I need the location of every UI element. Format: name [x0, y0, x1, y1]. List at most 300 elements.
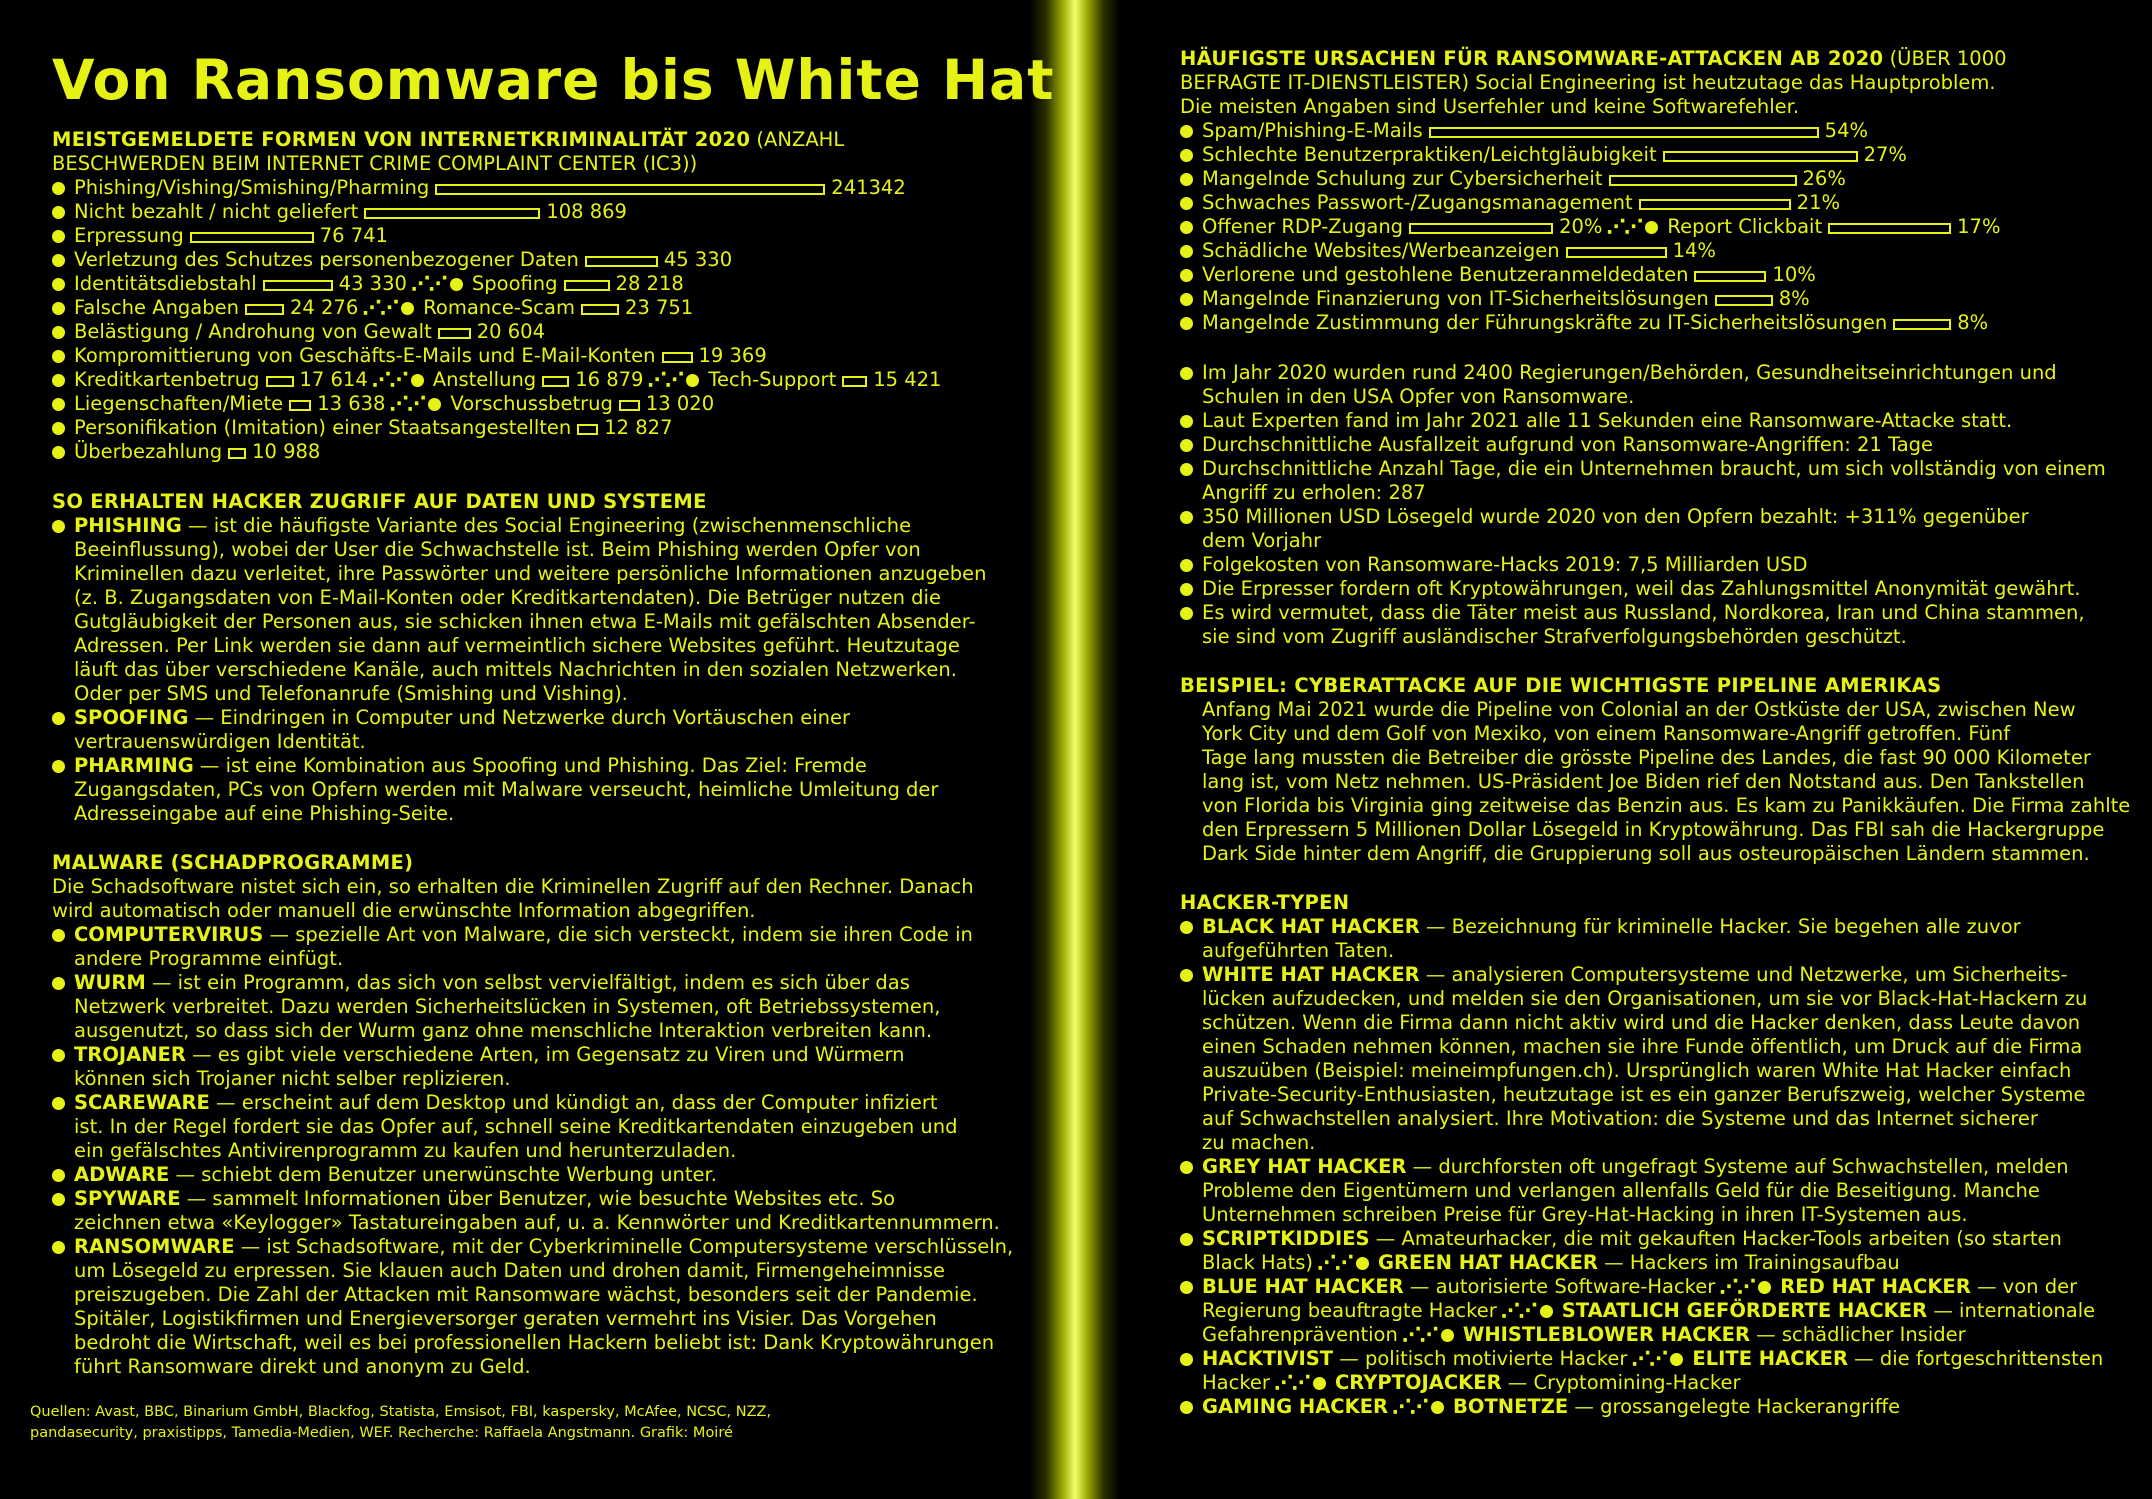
malware-list [52, 875, 1014, 1379]
hacker-type-text: — Bezeichnung für kriminelle Hacker. Sie begehen alle zuvor [1419, 915, 2021, 938]
line-text: — sammelt Informationen über Benutzer, wie besuchte Websites etc. So [180, 1187, 896, 1210]
stat-label: Überbezahlung [74, 440, 223, 463]
hacker-type-text: — die fortgeschrittensten [1847, 1347, 2104, 1370]
stat-value: 241342 [831, 176, 906, 199]
stat-label: Kreditkartenbetrug [74, 368, 260, 391]
stat-label: Spoofing [471, 272, 558, 295]
stat-value: 21% [1796, 191, 1841, 214]
stat-bar [1566, 247, 1667, 258]
separator-dots-icon: ⋰⋰ [1606, 215, 1642, 238]
hacker-type-line [1180, 1131, 2110, 1155]
text-line [1180, 601, 2110, 625]
stat-value: 13 638 [317, 392, 386, 415]
hacker-type-line [1180, 1347, 2110, 1371]
line-text: Adressen. Per Link werden sie dann auf vermeintlich sichere Websites geführt. Heutzutage [74, 634, 960, 657]
stat-value: 23 751 [624, 296, 694, 319]
stat-value: 76 741 [319, 224, 388, 247]
stat-value: 15 421 [873, 368, 942, 391]
stat-bar [438, 328, 471, 339]
separator-dots-icon: ⋰⋰ [1392, 1395, 1428, 1418]
stat-value: 13 020 [645, 392, 715, 415]
causes-heading-line-3: Die meisten Angaben sind Userfehler und keine Softwarefehler. [1180, 95, 1800, 118]
stat-bar [1715, 295, 1773, 306]
stat-label: Schädliche Websites/Werbeanzeigen [1202, 239, 1560, 262]
stat-row [1180, 119, 2110, 143]
text-line [1180, 385, 2110, 409]
line-text: von Florida bis Virginia ging zeitweise das Benzin aus. Es kam zu Panikkäufen. Die Firma zahlte [1202, 794, 2131, 817]
hacker-type-text: schützen. Wenn die Firma dann nicht aktiv wird und die Hacker denken, dass Leute davon [1202, 1011, 2081, 1034]
hacker-type-line [1180, 1395, 2110, 1419]
text-line [52, 1307, 972, 1331]
hacker-type-text: — autorisierte Software-Hacker [1403, 1275, 1716, 1298]
keyword: PHARMING [74, 754, 194, 777]
hacker-type-text: aufgeführten Taten. [1202, 939, 1395, 962]
stat-label: Falsche Angaben [74, 296, 239, 319]
hacker-type-text: auf Schwachstellen analysiert. Ihre Motivation: die Systeme und das Internet sicherer [1202, 1107, 2038, 1130]
causes-heading: HÄUFIGSTE URSACHEN FÜR RANSOMWARE-ATTACKEN AB 2020 (ÜBER 1000 [1180, 47, 2007, 70]
stat-label: Anstellung [432, 368, 537, 391]
bullet-icon [1180, 367, 1193, 380]
line-text: bedroht die Wirtschaft, weil es bei professionellen Hackern beliebt ist: Dank Kryptowährungen [74, 1331, 995, 1354]
bullet-icon [1180, 559, 1193, 572]
hacker-type-line [1180, 1155, 2110, 1179]
hacker-type-name: RED HAT HACKER [1780, 1275, 1971, 1298]
text-line [52, 1019, 972, 1043]
hacker-type-text: — analysieren Computersysteme und Netzwerke, um Sicherheits- [1419, 963, 2068, 986]
hacker-type-name: CRYPTOJACKER [1334, 1371, 1502, 1394]
separator-dots-icon: ⋰⋰ [1316, 1251, 1352, 1274]
line-text: preiszugeben. Die Zahl der Attacken mit Ransomware wächst, besonders seit der Pandemie. [74, 1283, 978, 1306]
text-line [52, 706, 972, 730]
bullet-icon [1356, 1257, 1369, 1270]
line-text: — Eindringen in Computer und Netzwerke durch Vortäuschen einer [188, 706, 851, 729]
stat-label: Verletzung des Schutzes personenbezogener Daten [74, 248, 579, 271]
line-text: den Erpressern 5 Millionen Dollar Lösegeld in Kryptowährung. Das FBI sah die Hackergruppe [1202, 818, 2105, 841]
line-text: Dark Side hinter dem Angriff, die Gruppierung soll aus osteuropäischen Ländern stammen. [1202, 842, 2090, 865]
line-text: ausgenutzt, so dass sich der Wurm ganz ohne menschliche Interaktion verbreiten kann. [74, 1019, 933, 1042]
line-text: 350 Millionen USD Lösegeld wurde 2020 von den Opfern bezahlt: +311% gegenüber [1202, 505, 2029, 528]
line-text: Laut Experten fand im Jahr 2021 alle 11 Sekunden eine Ransomware-Attacke statt. [1202, 409, 2013, 432]
stat-bar [1694, 271, 1766, 282]
stat-label: Schwaches Passwort-/Zugangsmanagement [1202, 191, 1633, 214]
separator-dots-icon: ⋰⋰ [647, 368, 683, 391]
line-text: Spitäler, Logistikfirmen und Energieversorger geraten vermehrt ins Visier. Das Vorgehen [74, 1307, 937, 1330]
bullet-icon [52, 1049, 65, 1062]
stat-row [52, 296, 972, 320]
text-line [52, 1331, 995, 1355]
bullet-icon [428, 398, 441, 411]
bullet-icon [1645, 221, 1658, 234]
bullet-icon [1180, 269, 1193, 282]
hacker-type-line [1180, 1035, 2110, 1059]
stat-bar [619, 400, 640, 411]
malware-section [52, 851, 1014, 1379]
line-text: — spezielle Art von Malware, die sich versteckt, indem sie ihren Code in [263, 923, 973, 946]
line-text: wird automatisch oder manuell die erwünschte Information abgegriffen. [52, 899, 756, 922]
stat-value: 10% [1772, 263, 1816, 286]
sources-line-1: Quellen: Avast, BBC, Binarium GmbH, Blackfog, Statista, Emsisot, FBI, kaspersky, McAfee, NCSC, NZZ, [30, 1404, 772, 1420]
hacker-type-name: BLACK HAT HACKER [1202, 915, 1420, 938]
bullet-icon [52, 254, 65, 267]
bullet-icon [1180, 197, 1193, 210]
bullet-icon [52, 230, 65, 243]
keyword: SCAREWARE [74, 1091, 210, 1114]
bullet-icon [52, 350, 65, 363]
line-text: York City und dem Golf von Mexiko, von einem Ransomware-Angriff getroffen. Fünf [1202, 722, 2011, 745]
hacker-type-name: WHISTLEBLOWER HACKER [1462, 1323, 1750, 1346]
separator-dots-icon: ⋰⋰ [1631, 1347, 1667, 1370]
bullet-icon [52, 446, 65, 459]
hacker-type-line [1180, 915, 2110, 939]
hacker-type-text: Hacker [1202, 1371, 1270, 1394]
stat-value: 19 369 [698, 344, 767, 367]
text-line [52, 610, 976, 634]
stat-label: Mangelnde Finanzierung von IT-Sicherheitslösungen [1202, 287, 1709, 310]
bullet-icon [1180, 1233, 1193, 1246]
stat-value: 8% [1778, 287, 1810, 310]
stat-row [52, 200, 972, 224]
stat-bar [585, 256, 658, 267]
line-text: — ist die häufigste Variante des Social Engineering (zwischenmenschliche [181, 514, 912, 537]
text-line [52, 1091, 972, 1115]
text-line [1180, 722, 2110, 746]
separator-dots-icon: ⋰⋰ [389, 392, 425, 415]
bullet-icon [1540, 1305, 1553, 1318]
text-line [52, 971, 972, 995]
stat-label: Liegenschaften/Miete [74, 392, 284, 415]
line-text: — ist Schadsoftware, mit der Cyberkriminelle Computersysteme verschlüsseln, [234, 1235, 1014, 1258]
stat-bar [263, 280, 333, 291]
stat-value: 17% [1957, 215, 2001, 238]
bullet-icon [52, 206, 65, 219]
text-line [52, 514, 972, 538]
stat-bar [577, 424, 598, 435]
bullet-icon [1180, 921, 1193, 934]
stat-bar [364, 208, 540, 219]
line-text: — ist ein Programm, das sich von selbst vervielfältigt, indem es sich über das [145, 971, 910, 994]
text-line [52, 634, 972, 658]
pipeline-heading: BEISPIEL: CYBERATTACKE AUF DIE WICHTIGSTE PIPELINE AMERIKAS [1180, 674, 1942, 697]
cybercrime-section [52, 128, 972, 464]
stat-row [1180, 287, 2110, 311]
stat-row [1180, 191, 2110, 215]
stat-value: 28 218 [615, 272, 684, 295]
line-text: Gutgläubigkeit der Personen aus, sie schicken ihnen etwa E-Mails mit gefälschten Absender- [74, 610, 976, 633]
text-line [1180, 433, 2110, 457]
text-line [1180, 505, 2110, 529]
hacker-type-name: ELITE HACKER [1692, 1347, 1848, 1370]
stat-row [1180, 143, 2110, 167]
hacker-type-text: — von der [1970, 1275, 2078, 1298]
text-line [1180, 818, 2110, 842]
bullet-icon [52, 182, 65, 195]
bullet-icon [1180, 293, 1193, 306]
stat-bar [581, 304, 619, 315]
text-line [52, 562, 987, 586]
line-text: andere Programme einfügt. [74, 947, 344, 970]
bullet-icon [52, 929, 65, 942]
facts-list [1180, 361, 2110, 649]
causes-heading-line-2: BEFRAGTE IT-DIENSTLEISTER) Social Engineering ist heutzutage das Hauptproblem. [1180, 71, 1996, 94]
bullet-icon [1180, 1353, 1193, 1366]
text-line [52, 1283, 978, 1307]
bullet-icon [52, 712, 65, 725]
text-line [1180, 625, 2110, 649]
hacker-type-line [1180, 1275, 2110, 1299]
access-list [52, 514, 987, 826]
line-text: Angriff zu erholen: 287 [1202, 481, 1426, 504]
bullet-icon [450, 278, 463, 291]
stat-bar [266, 376, 294, 387]
text-line [1180, 457, 2110, 481]
stat-value: 43 330 [338, 272, 407, 295]
hacker-type-name: STAATLICH GEFÖRDERTE HACKER [1561, 1299, 1928, 1322]
hacker-type-line [1180, 1371, 2110, 1395]
line-text: läuft das über verschiedene Kanäle, auch mittels Nachrichten in den sozialen Netzwerken. [74, 658, 957, 681]
bullet-icon [1180, 969, 1193, 982]
text-line [1180, 794, 2131, 818]
bullet-icon [52, 520, 65, 533]
text-line [1180, 481, 2110, 505]
line-text: ist. In der Regel fordert sie das Opfer auf, schnell seine Kreditkartendaten einzugeben und [74, 1115, 958, 1138]
line-text: Netzwerk verbreitet. Dazu werden Sicherheitslücken in Systemen, oft Betriebssystemen, [74, 995, 941, 1018]
stat-label: Romance-Scam [423, 296, 575, 319]
stat-label: Kompromittierung von Geschäfts-E-Mails und E-Mail-Konten [74, 344, 656, 367]
separator-dots-icon: ⋰⋰ [362, 296, 398, 319]
stat-label: Verlorene und gestohlene Benutzeranmeldedaten [1202, 263, 1689, 286]
stat-bar [1893, 319, 1951, 330]
hacker-types-list [1180, 915, 2110, 1419]
text-line [1180, 361, 2110, 385]
stat-label: Offener RDP-Zugang [1202, 215, 1404, 238]
bullet-icon [1180, 463, 1193, 476]
bullet-icon [1431, 1401, 1444, 1414]
keyword: TROJANER [74, 1043, 186, 1066]
text-line [52, 1259, 972, 1283]
stat-label: Belästigung / Androhung von Gewalt [74, 320, 432, 343]
hacker-type-text: — schädlicher Insider [1749, 1323, 1966, 1346]
stat-bar [1639, 199, 1791, 210]
bullet-icon [686, 374, 699, 387]
text-line [1180, 842, 2110, 866]
text-line [1180, 698, 2110, 722]
line-text: sie sind vom Zugriff ausländischer Strafverfolgungsbehörden geschützt. [1202, 625, 1907, 648]
text-line [52, 802, 972, 826]
hacker-type-line [1180, 1227, 2110, 1251]
text-line [1180, 553, 2110, 577]
pipeline-list [1180, 698, 2131, 866]
stat-label: Spam/Phishing-E-Mails [1202, 119, 1423, 142]
stat-value: 10 988 [252, 440, 321, 463]
access-section [52, 490, 987, 826]
line-text: Durchschnittliche Anzahl Tage, die ein Unternehmen braucht, um sich vollständig von einem [1202, 457, 2106, 480]
hacker-type-text: Regierung beauftragte Hacker [1202, 1299, 1497, 1322]
stat-bar [662, 352, 693, 363]
hacker-type-line [1180, 1083, 2110, 1107]
stat-bar [564, 280, 610, 291]
text-line [52, 1043, 972, 1067]
text-line [52, 538, 972, 562]
separator-dots-icon: ⋰⋰ [1273, 1371, 1309, 1394]
text-line [52, 1187, 972, 1211]
access-heading: SO ERHALTEN HACKER ZUGRIFF AUF DATEN UND SYSTEME [52, 490, 707, 513]
hacker-type-name: SCRIPTKIDDIES [1202, 1227, 1370, 1250]
stat-value: 20% [1559, 215, 1603, 238]
hacker-type-text: — Amateurhacker, die mit gekauften Hacker-Tools arbeiten (so starten [1369, 1227, 2062, 1250]
facts-section [1180, 361, 2110, 649]
center-glow-divider [1030, 0, 1120, 1499]
stat-label: Identitätsdiebstahl [74, 272, 257, 295]
hacker-type-text: — Hackers im Trainingsaufbau [1597, 1251, 1900, 1274]
hacker-type-line [1180, 1011, 2110, 1035]
line-text: führt Ransomware direkt und anonym zu Geld. [74, 1355, 531, 1378]
line-text: — es gibt viele verschiedene Arten, im Gegensatz zu Viren und Würmern [185, 1043, 905, 1066]
stat-row [52, 440, 972, 464]
stat-row [52, 272, 972, 296]
hacker-types-section [1180, 891, 2110, 1419]
bullet-icon [52, 1193, 65, 1206]
stat-label: Tech-Support [708, 368, 837, 391]
hacker-type-name: WHITE HAT HACKER [1202, 963, 1420, 986]
hacker-type-text: Private-Security-Enthusiasten, heutzutage ist es ein ganzer Berufszweig, welcher Systeme [1202, 1083, 2086, 1106]
bullet-icon [52, 1241, 65, 1254]
stat-bar [1409, 223, 1553, 234]
keyword: COMPUTERVIRUS [74, 923, 264, 946]
line-text: Tage lang mussten die Betreiber die grösste Pipeline des Landes, die fast 90 000 Kilometer [1202, 746, 2091, 769]
text-line [52, 658, 972, 682]
stat-row [52, 392, 972, 416]
hacker-type-text: Black Hats) [1202, 1251, 1313, 1274]
text-line [52, 586, 972, 610]
hacker-type-line [1180, 987, 2110, 1011]
hacker-type-line [1180, 1299, 2110, 1323]
line-text: (z. B. Zugangsdaten von E-Mail-Konten oder Kreditkartendaten). Die Betrüger nutzen die [74, 586, 941, 609]
bullet-icon [52, 374, 65, 387]
bullet-icon [52, 326, 65, 339]
text-line [52, 947, 972, 971]
cybercrime-heading-note: BESCHWERDEN BEIM INTERNET CRIME COMPLAINT CENTER (IC3)) [52, 152, 698, 175]
causes-list [1180, 119, 2110, 335]
stat-row [52, 368, 972, 392]
text-line [52, 899, 972, 923]
bullet-icon [1180, 439, 1193, 452]
bullet-icon [1180, 511, 1193, 524]
bullet-icon [1180, 149, 1193, 162]
bullet-icon [1180, 415, 1193, 428]
hacker-type-line [1180, 963, 2110, 987]
text-line [52, 730, 972, 754]
bullet-icon [1670, 1353, 1683, 1366]
line-text: vertrauenswürdigen Identität. [74, 730, 366, 753]
hacker-type-text: Unternehmen schreiben Preise für Grey-Hat-Hacking in ihren IT-Systemen aus. [1202, 1203, 1968, 1226]
text-line [52, 875, 972, 899]
stat-value: 24 276 [290, 296, 359, 319]
text-line [52, 923, 972, 947]
stat-bar [1828, 223, 1951, 234]
separator-dots-icon: ⋰⋰ [1500, 1299, 1536, 1322]
hacker-type-line [1180, 939, 2110, 963]
stat-label: Schlechte Benutzerpraktiken/Leichtgläubigkeit [1202, 143, 1657, 166]
bullet-icon [52, 398, 65, 411]
line-text: Es wird vermutet, dass die Täter meist aus Russland, Nordkorea, Iran und China stammen, [1202, 601, 2085, 624]
bullet-icon [1180, 317, 1193, 330]
stat-row [1180, 167, 2110, 191]
hacker-type-text: — grossangelegte Hackerangriffe [1568, 1395, 1901, 1418]
bullet-icon [1441, 1329, 1454, 1342]
stat-row [52, 248, 972, 272]
text-line [52, 1163, 972, 1187]
bullet-icon [401, 302, 414, 315]
bullet-icon [52, 760, 65, 773]
text-line [52, 1115, 972, 1139]
text-line [52, 1235, 1014, 1259]
hacker-type-text: — politisch motivierte Hacker [1333, 1347, 1628, 1370]
text-line [1180, 409, 2110, 433]
text-line [52, 754, 972, 778]
bullet-icon [1758, 1281, 1771, 1294]
bullet-icon [1180, 1281, 1193, 1294]
keyword: RANSOMWARE [74, 1235, 235, 1258]
pipeline-section [1180, 674, 2131, 866]
hacker-type-line [1180, 1251, 2110, 1275]
line-text: Durchschnittliche Ausfallzeit aufgrund von Ransomware-Angriffen: 21 Tage [1202, 433, 1934, 456]
stat-label: Mangelnde Zustimmung der Führungskräfte zu IT-Sicherheitslösungen [1202, 311, 1888, 334]
cybercrime-list [52, 176, 972, 464]
text-line [52, 1139, 972, 1163]
cybercrime-heading: MEISTGEMELDETE FORMEN VON INTERNETKRIMINALITÄT 2020 (ANZAHL [52, 128, 845, 151]
hacker-types-heading: HACKER-TYPEN [1180, 891, 1350, 914]
text-line [1180, 577, 2110, 601]
text-line [1180, 529, 2110, 553]
text-line [1180, 746, 2110, 770]
stat-value: 8% [1957, 311, 1989, 334]
stat-row [52, 176, 972, 200]
separator-dots-icon: ⋰⋰ [410, 272, 446, 295]
stat-row [52, 344, 972, 368]
line-text: Die Schadsoftware nistet sich ein, so erhalten die Kriminellen Zugriff auf den Rechner. Danach [52, 875, 974, 898]
hacker-type-text: einen Schaden nehmen können, machen sie ihre Funde öffentlich, um Druck auf die Firma [1202, 1035, 2083, 1058]
stat-row [1180, 239, 2110, 263]
hacker-type-name: GAMING HACKER [1202, 1395, 1389, 1418]
stat-label: Personifikation (Imitation) einer Staatsangestellten [74, 416, 572, 439]
hacker-type-name: GREY HAT HACKER [1202, 1155, 1407, 1178]
stat-row [1180, 311, 2110, 335]
stat-value: 54% [1824, 119, 1868, 142]
keyword: WURM [74, 971, 146, 994]
hacker-type-line [1180, 1323, 2110, 1347]
text-line [52, 1355, 972, 1379]
hacker-type-text: — internationale [1927, 1299, 2096, 1322]
hacker-type-line [1180, 1179, 2110, 1203]
sources [30, 1402, 771, 1444]
sources-line-2: pandasecurity, praxistipps, Tamedia-Medien, WEF. Recherche: Raffaela Angstmann. Grafik: Moiré [30, 1425, 733, 1441]
hacker-type-name: GREEN HAT HACKER [1377, 1251, 1598, 1274]
line-text: Anfang Mai 2021 wurde die Pipeline von Colonial an der Ostküste der USA, zwischen New [1202, 698, 2076, 721]
bullet-icon [1180, 1161, 1193, 1174]
stat-label: Report Clickbait [1667, 215, 1823, 238]
line-text: Im Jahr 2020 wurden rund 2400 Regierungen/Behörden, Gesundheitseinrichtungen und [1202, 361, 2057, 384]
hacker-type-text: — Cryptomining-Hacker [1501, 1371, 1741, 1394]
stat-row [52, 224, 972, 248]
bullet-icon [52, 278, 65, 291]
stat-row [1180, 215, 2110, 239]
line-text: — erscheint auf dem Desktop und kündigt an, dass der Computer infiziert [209, 1091, 938, 1114]
stat-bar [245, 304, 284, 315]
stat-label: Mangelnde Schulung zur Cybersicherheit [1202, 167, 1603, 190]
stat-value: 12 827 [604, 416, 673, 439]
bullet-icon [1180, 125, 1193, 138]
line-text: — ist eine Kombination aus Spoofing und Phishing. Das Ziel: Fremde [193, 754, 867, 777]
